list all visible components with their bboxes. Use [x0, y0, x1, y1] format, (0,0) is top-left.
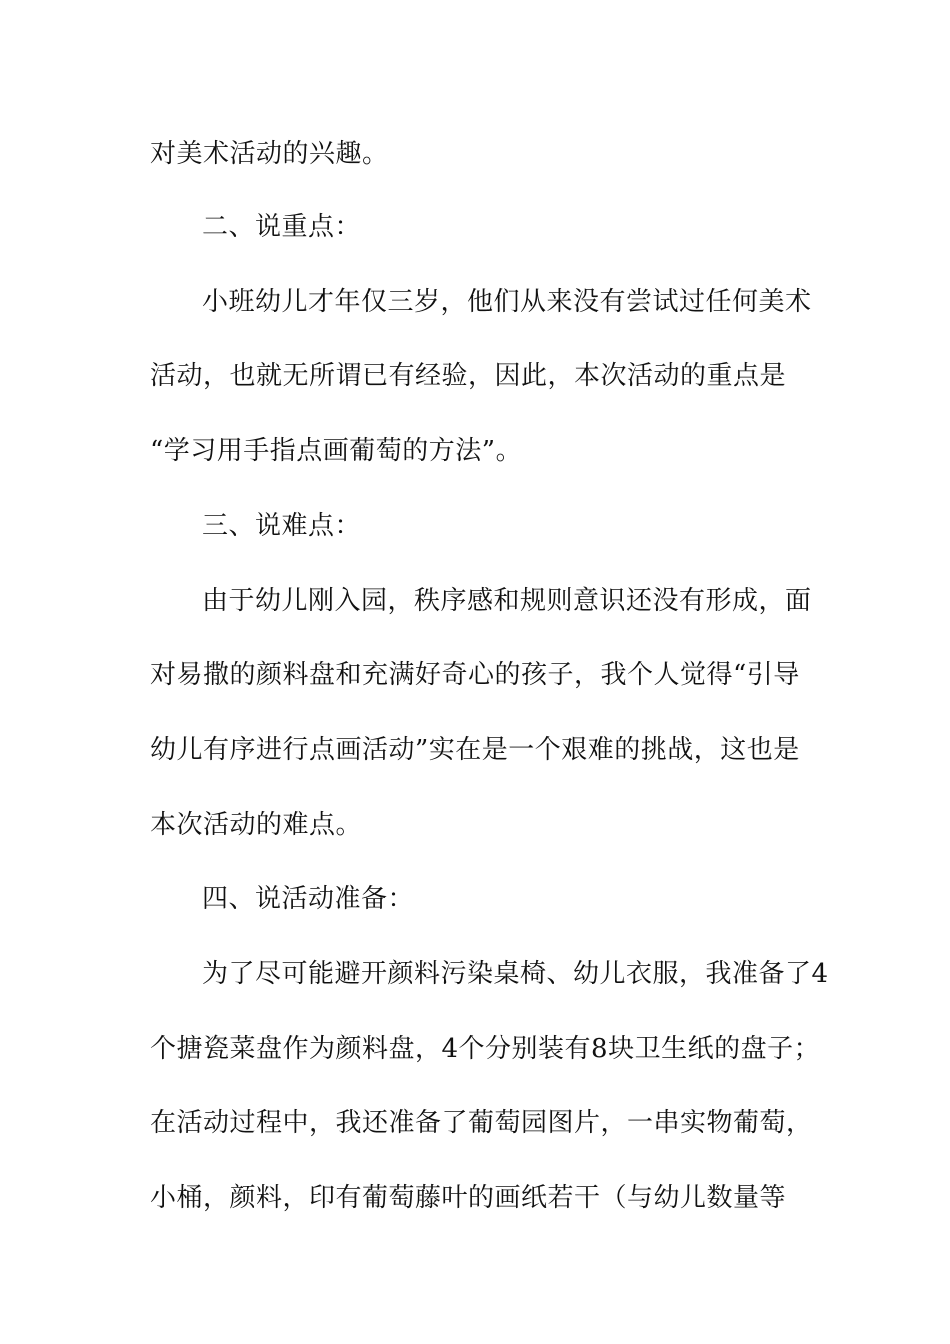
- paragraph-line: 小桶，颜料，印有葡萄藤叶的画纸若干（与幼儿数量等: [150, 1183, 787, 1213]
- paragraph-line: 对易撒的颜料盘和充满好奇心的孩子，我个人觉得“引导: [150, 660, 800, 690]
- paragraph-line: 小班幼儿才年仅三岁，他们从来没有尝试过任何美术: [202, 287, 812, 317]
- section-heading-difficulties: 三、说难点：: [202, 511, 362, 541]
- paragraph-line: 对美术活动的兴趣。: [150, 139, 389, 169]
- paragraph-line: 个搪瓷菜盘作为颜料盘，4个分别装有8块卫生纸的盘子；: [150, 1034, 821, 1064]
- paragraph-line: 本次活动的难点。: [150, 810, 363, 840]
- section-heading-preparation: 四、说活动准备：: [202, 884, 415, 914]
- paragraph-line: 活动，也就无所谓已有经验，因此，本次活动的重点是: [150, 361, 787, 391]
- paragraph-line: “学习用手指点画葡萄的方法”。: [150, 436, 523, 466]
- paragraph-line: 在活动过程中，我还准备了葡萄园图片，一串实物葡萄，: [150, 1108, 813, 1138]
- paragraph-line: 由于幼儿刚入园，秩序感和规则意识还没有形成，面: [202, 586, 812, 616]
- paragraph-line: 幼儿有序进行点画活动”实在是一个艰难的挑战，这也是: [150, 735, 800, 765]
- paragraph-line: 为了尽可能避开颜料污染桌椅、幼儿衣服，我准备了4: [202, 959, 829, 989]
- section-heading-key-points: 二、说重点：: [202, 212, 362, 242]
